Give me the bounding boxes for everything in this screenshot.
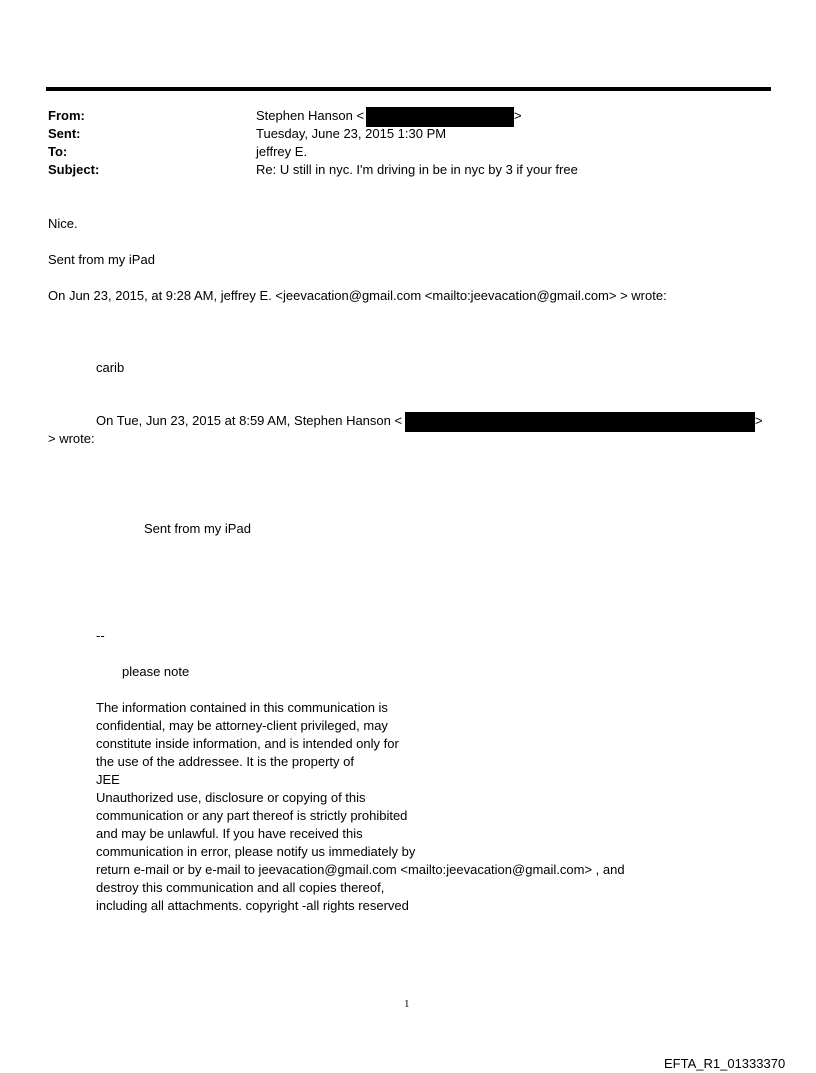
disclaimer-line: JEE [96, 772, 120, 787]
redaction-box [366, 107, 514, 127]
disclaimer-line: the use of the addressee. It is the property of [96, 754, 354, 769]
quote2-wrote: > wrote: [48, 431, 95, 446]
from-label: From: [48, 108, 85, 123]
please-note: please note [122, 664, 190, 679]
disclaimer-line: Unauthorized use, disclosure or copying of this [96, 790, 366, 805]
subject-value: Re: U still in nyc. I'm driving in be in nyc by 3 if your free [256, 162, 578, 177]
subject-label: Subject: [48, 162, 100, 177]
disclaimer-line: communication or any part thereof is strictly prohibited [96, 808, 408, 823]
from-open-bracket: < [356, 108, 365, 123]
from-value [256, 107, 364, 125]
to-label: To: [48, 144, 68, 159]
separator: -- [96, 628, 105, 643]
disclaimer [96, 699, 625, 915]
disclaimer-line: constitute inside information, and is intended only for [96, 736, 399, 751]
disclaimer-line: The information contained in this communication is [96, 700, 388, 715]
page-number: 1 [404, 998, 410, 1010]
sent-value: Tuesday, June 23, 2015 1:30 PM [256, 126, 447, 141]
quote2-signature: Sent from my iPad [144, 521, 251, 536]
quote1-text: carib [96, 360, 125, 375]
reply-text: Nice. [48, 216, 78, 231]
signature-text: Sent from my iPad [48, 252, 155, 267]
quote1-header: On Jun 23, 2015, at 9:28 AM, jeffrey E. <jeevacation@gmail.com <mailto:jeevacation@gmail.com> > wrote: [48, 288, 667, 303]
disclaimer-line: and may be unlawful. If you have received this [96, 826, 363, 841]
disclaimer-line: confidential, may be attorney-client privileged, may [96, 718, 388, 733]
quote2-header: On Tue, Jun 23, 2015 at 8:59 AM, Stephen Hanson < [96, 413, 403, 428]
quote2-close-bracket: > [755, 413, 763, 428]
disclaimer-line: return e-mail or by e-mail to jeevacation@gmail.com <mailto:jeevacation@gmail.com> , and [96, 862, 625, 877]
disclaimer-line: communication in error, please notify us immediately by [96, 844, 416, 859]
document-id: EFTA_R1_01333370 [664, 1056, 786, 1071]
to-value: jeffrey E. [256, 144, 308, 159]
redaction-box [405, 412, 755, 432]
header-rule [46, 87, 771, 91]
disclaimer-line: including all attachments. copyright -all rights reserved [96, 898, 409, 913]
from-close-bracket: > [514, 108, 522, 123]
disclaimer-line: destroy this communication and all copies thereof, [96, 880, 385, 895]
sent-label: Sent: [48, 126, 81, 141]
from-name: Stephen Hanson [256, 108, 353, 123]
